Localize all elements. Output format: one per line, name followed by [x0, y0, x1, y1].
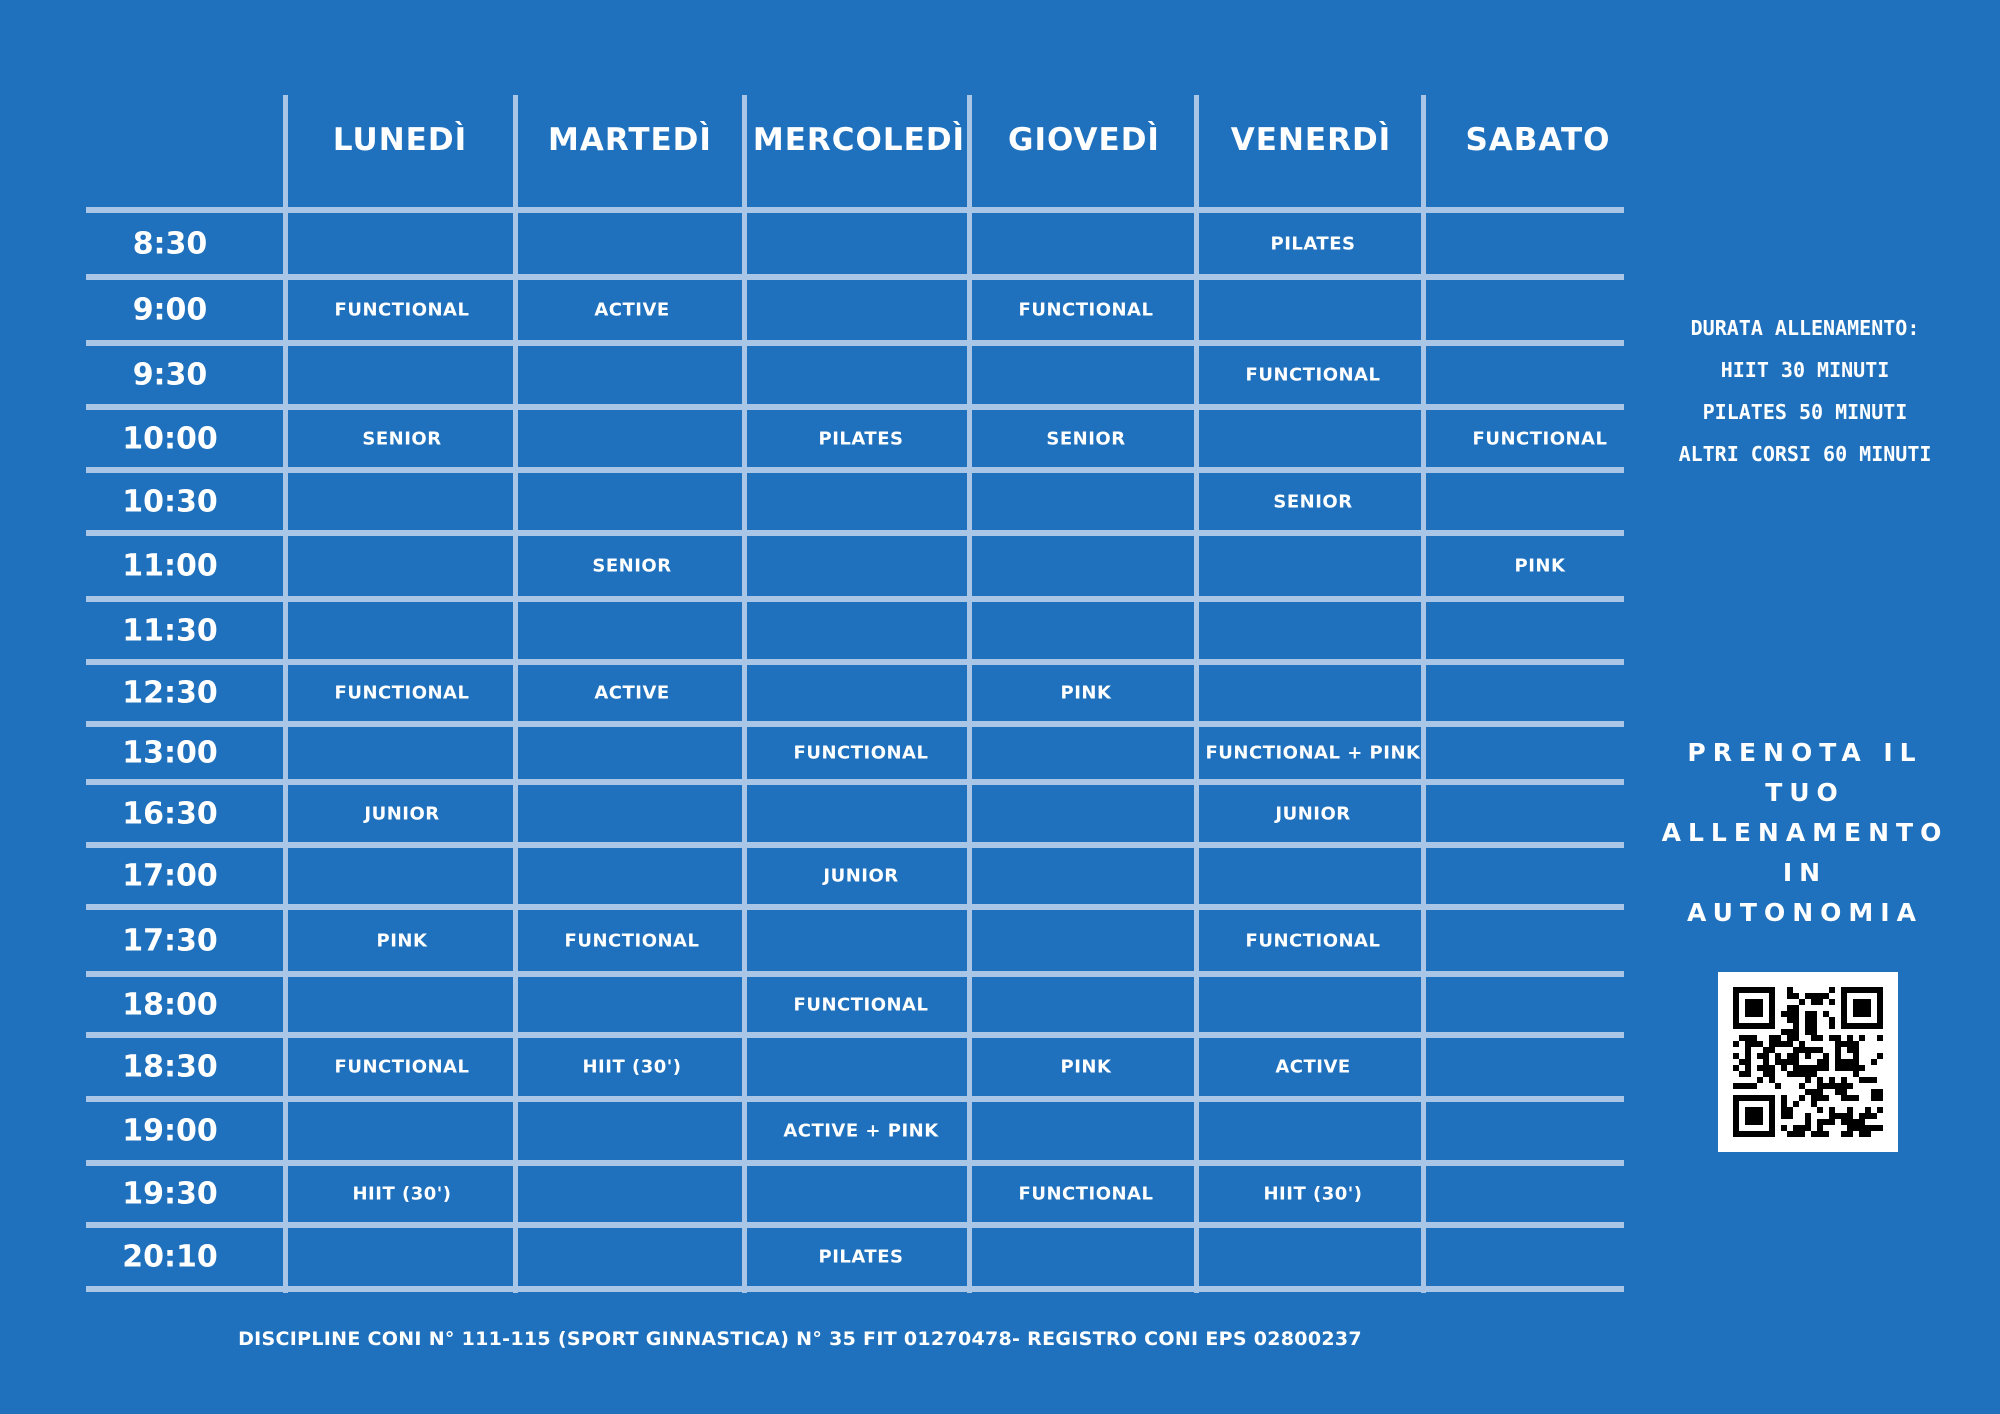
day-header-wednesday: MERCOLEDÌ: [752, 122, 966, 158]
time-slot-label: 13:00: [122, 735, 218, 771]
class-entry: FUNCTIONAL: [334, 682, 470, 704]
time-slot-label: 17:00: [122, 858, 218, 894]
time-slot-label: 16:30: [122, 796, 218, 831]
time-slot-label: 11:00: [122, 548, 218, 584]
time-slot-label: 10:30: [122, 484, 218, 519]
duration-line: HIIT 30 MINUTI: [1720, 358, 1890, 382]
time-slot-label: 19:30: [122, 1176, 218, 1212]
day-header-thursday: GIOVEDÌ: [1008, 122, 1160, 158]
time-slot-label: 12:30: [122, 675, 218, 711]
time-slot-label: 9:30: [132, 357, 208, 393]
class-entry: FUNCTIONAL: [334, 299, 470, 321]
grid-row-line: [86, 467, 1624, 473]
class-entry: PINK: [376, 930, 428, 951]
grid-row-line: [86, 1286, 1624, 1292]
class-entry: FUNCTIONAL: [564, 930, 700, 951]
day-header-monday: LUNEDÌ: [332, 122, 468, 158]
class-entry: SENIOR: [362, 428, 442, 449]
class-entry: FUNCTIONAL: [793, 742, 929, 764]
class-entry: PINK: [1514, 555, 1566, 577]
time-slot-label: 18:30: [122, 1049, 218, 1085]
grid-row-line: [86, 721, 1624, 727]
grid-row-line: [86, 1160, 1624, 1166]
class-entry: SENIOR: [1046, 428, 1126, 449]
grid-row-line: [86, 842, 1624, 848]
class-entry: FUNCTIONAL: [334, 1056, 470, 1078]
grid-row-line: [86, 404, 1624, 410]
grid-row-line: [86, 1032, 1624, 1038]
booking-line: AUTONOMIA: [1687, 898, 1923, 927]
grid-row-line: [86, 1096, 1624, 1102]
booking-line: PRENOTA IL: [1687, 738, 1923, 767]
training-duration-info: [1660, 307, 1950, 475]
class-entry: PILATES: [818, 428, 904, 449]
grid-row-line: [86, 971, 1624, 977]
grid-row-line: [86, 207, 1624, 213]
duration-line: PILATES 50 MINUTI: [1702, 400, 1908, 424]
class-entry: JUNIOR: [823, 865, 899, 887]
class-entry: FUNCTIONAL: [1472, 428, 1608, 449]
grid-row-line: [86, 274, 1624, 280]
grid-row-line: [86, 340, 1624, 346]
class-entry: PINK: [1060, 682, 1112, 704]
class-entry: SENIOR: [592, 555, 672, 577]
class-entry: FUNCTIONAL: [1018, 299, 1154, 321]
duration-title: DURATA ALLENAMENTO:: [1690, 316, 1920, 340]
class-entry: PINK: [1060, 1056, 1112, 1078]
time-slot-label: 11:30: [122, 613, 218, 648]
time-slot-label: 18:00: [122, 987, 218, 1022]
grid-row-line: [86, 596, 1624, 602]
class-entry: ACTIVE: [1275, 1056, 1351, 1078]
day-header-tuesday: MARTEDÌ: [548, 122, 712, 158]
class-entry: FUNCTIONAL: [1018, 1183, 1154, 1205]
class-entry: JUNIOR: [1275, 803, 1351, 824]
grid-row-line: [86, 530, 1624, 536]
grid-row-line: [86, 1222, 1624, 1228]
qr-code[interactable]: [1718, 972, 1898, 1152]
class-entry: PILATES: [818, 1246, 904, 1268]
class-entry: ACTIVE: [594, 682, 670, 704]
day-header-saturday: SABATO: [1465, 122, 1611, 158]
time-slot-label: 20:10: [122, 1239, 218, 1275]
class-entry: HIIT (30'): [352, 1183, 452, 1205]
grid-row-line: [86, 659, 1624, 665]
booking-line: IN: [1782, 858, 1828, 887]
grid-row-line: [86, 904, 1624, 910]
time-slot-label: 9:00: [132, 292, 208, 328]
time-slot-label: 8:30: [132, 226, 208, 261]
class-entry: JUNIOR: [364, 803, 440, 824]
booking-line: TUO: [1765, 778, 1845, 807]
booking-call-to-action: [1640, 733, 1970, 933]
class-entry: ACTIVE + PINK: [783, 1120, 939, 1142]
grid-row-line: [86, 779, 1624, 785]
qr-code-image: [1718, 972, 1898, 1152]
class-entry: ACTIVE: [594, 299, 670, 321]
class-entry: HIIT (30'): [582, 1056, 682, 1078]
time-slot-label: 10:00: [122, 421, 218, 456]
footer-registration-note: DISCIPLINE CONI N° 111-115 (SPORT GINNASTICA) N° 35 FIT 01270478- REGISTRO CONI EPS 02800237: [238, 1328, 1362, 1350]
class-entry: HIIT (30'): [1263, 1183, 1363, 1205]
time-slot-label: 17:30: [122, 923, 218, 958]
booking-line: ALLENAMENTO: [1661, 818, 1949, 847]
class-entry: FUNCTIONAL: [793, 994, 929, 1015]
class-entry: FUNCTIONAL: [1245, 930, 1381, 951]
day-header-friday: VENERDÌ: [1230, 122, 1392, 158]
class-entry: PILATES: [1270, 233, 1356, 254]
class-entry: SENIOR: [1273, 491, 1353, 512]
duration-line: ALTRI CORSI 60 MINUTI: [1678, 442, 1932, 466]
time-slot-label: 19:00: [122, 1113, 218, 1149]
class-entry: FUNCTIONAL: [1245, 364, 1381, 386]
class-entry: FUNCTIONAL + PINK: [1205, 742, 1421, 764]
